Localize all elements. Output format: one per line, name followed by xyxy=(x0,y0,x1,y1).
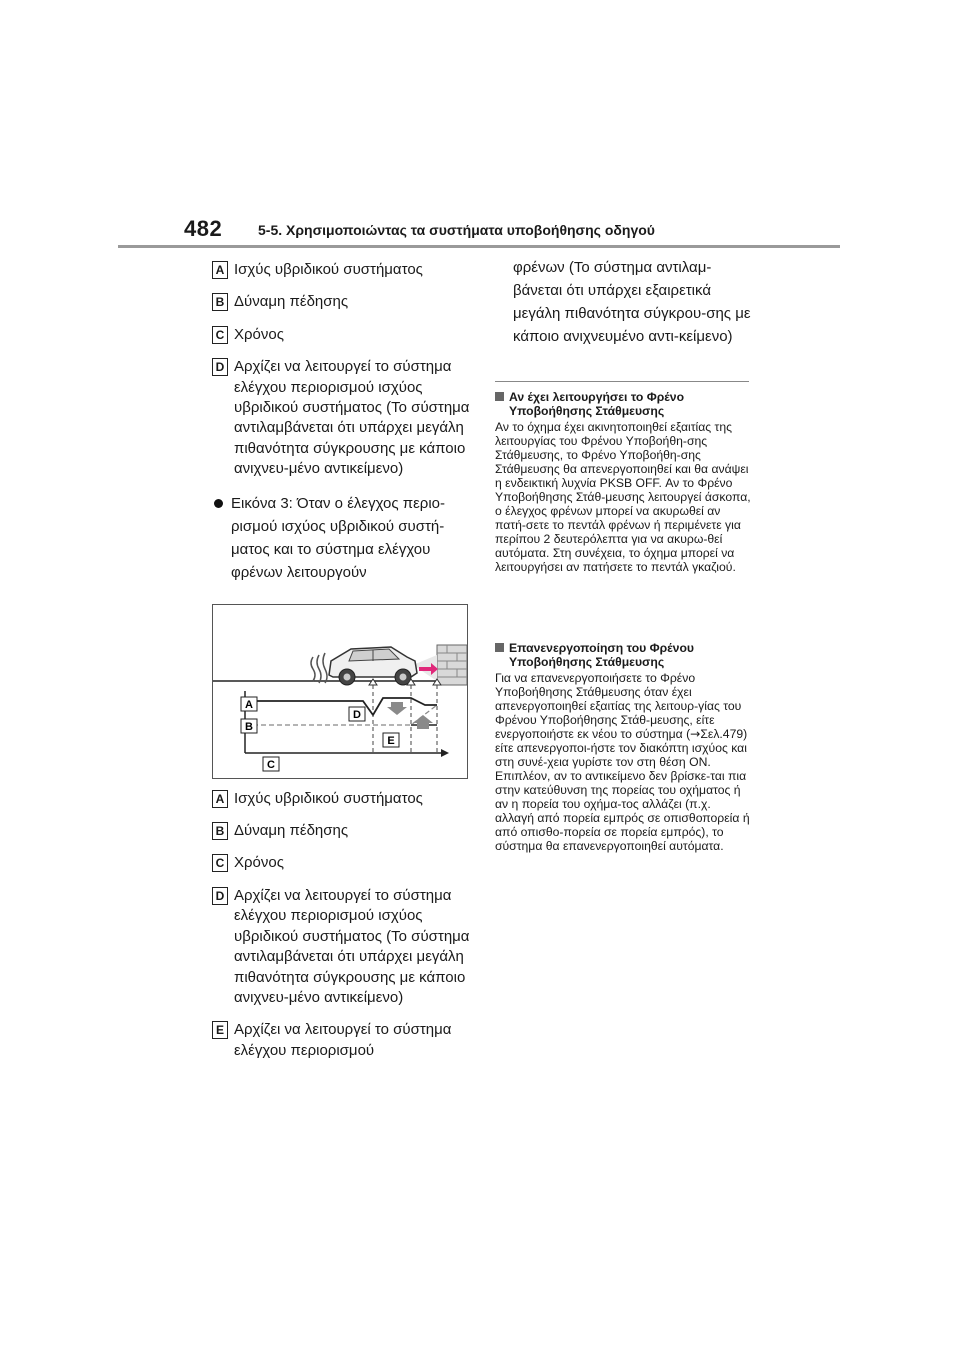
legend-top-d xyxy=(212,357,474,479)
legend-text: Δύναμη πέδησης xyxy=(234,822,349,840)
section-pksb-reactivate xyxy=(495,641,753,853)
legend-text: Ισχύς υβριδικού συστήματος xyxy=(234,261,423,278)
page-header xyxy=(118,208,840,248)
left-column xyxy=(212,260,474,1073)
bullet-dot-icon xyxy=(214,499,223,508)
figure3-bullet xyxy=(212,492,474,584)
legend-bottom-a xyxy=(212,789,474,809)
section2-body xyxy=(495,671,753,853)
legend-top-b xyxy=(212,292,474,312)
section1-title: Αν έχει λειτουργήσει το Φρένο Υποβοήθησης Στάθμευσης xyxy=(509,390,685,418)
figure-3-diagram xyxy=(212,604,468,779)
section2-body-before: Για να επανενεργοποιήσετε το Φρένο Υποβοήθησης Στάθμευσης όταν έχει απενεργοποιηθεί εξαιτίας της λειτουρ-γίας του Φρένου Υποβοήθησης Στάθ-μευσης, είτε ενεργοποιήστε εκ νέου το σύστημα ( xyxy=(495,671,742,741)
legend-text: Αρχίζει να λειτουργεί το σύστημα ελέγχου περιορισμού ισχύος υβριδικού συστήματος (Το σύστημα αντιλαμβάνεται ότι υπάρχει μεγάλη πιθανότητα σύγκρουσης με κάποιο ανιχνευ-μένο αντικείμενο) xyxy=(234,886,470,1006)
chapter-title: 5-5. Χρησιμοποιώντας τα συστήματα υποβοήθησης οδηγού xyxy=(258,222,655,238)
power-down-arrow-icon xyxy=(387,702,407,715)
section-divider xyxy=(495,381,749,382)
legend-text: Δύναμη πέδησης xyxy=(234,293,349,311)
label-badge-c: C xyxy=(212,854,228,872)
label-badge-c: C xyxy=(212,326,228,344)
figure-label-d: D xyxy=(353,708,361,721)
motion-lines-icon xyxy=(311,653,327,683)
legend-bottom-c xyxy=(212,853,474,873)
brick-wall-icon xyxy=(437,645,467,685)
header-rule xyxy=(118,245,840,248)
legend-top-a xyxy=(212,260,474,280)
legend-text: Χρόνος xyxy=(234,325,284,343)
section2-title: Επανενεργοποίηση του Φρένου Υποβοήθησης Στάθμευσης xyxy=(509,641,694,669)
brake-up-arrow-icon xyxy=(413,715,433,729)
legend-bottom-d xyxy=(212,886,474,1008)
figure-label-a: A xyxy=(245,698,253,711)
power-curve xyxy=(245,698,437,715)
section-square-icon xyxy=(495,643,504,652)
section-title xyxy=(495,390,753,418)
diagram-svg xyxy=(213,605,467,778)
legend-text: Αρχίζει να λειτουργεί το σύστημα ελέγχου περιορισμού xyxy=(234,1021,452,1059)
figure3-caption: Εικόνα 3: Όταν ο έλεγχος περιο-ρισμού ισχύος υβριδικού συστή-ματος και το σύστημα ελέγχου φρένων λειτουργούν xyxy=(231,494,446,581)
label-badge-a: A xyxy=(212,790,228,808)
legend-text: Χρόνος xyxy=(234,854,284,872)
section-pksb-activated xyxy=(495,390,753,574)
label-badge-a: A xyxy=(212,261,228,279)
legend-top-c xyxy=(212,325,474,345)
figure-label-c: C xyxy=(267,758,275,771)
figure-label-e: E xyxy=(387,734,395,747)
legend-bottom-b xyxy=(212,821,474,841)
label-badge-d: D xyxy=(212,358,228,376)
label-badge-b: B xyxy=(212,293,228,311)
section1-body: Αν το όχημα έχει ακινητοποιηθεί εξαιτίας της λειτουργίας του Φρένου Υποβοήθη-σης Στάθμευσης, το Φρένο Υποβοήθη-σης Στάθμευσης θα απενεργοποιηθεί και θα ανάψει η ενδεικτική λυχνία PKSB OFF. Αν το Φρένο Υποβοήθησης Στάθ-μευσης λειτουργεί άσκοπα, ο έλεγχος φρένων μπορεί να ακυρωθεί αν πατή-σετε το πεντάλ φρένων ή περιμένετε για περίπου 2 δευτερόλεπτα για να ακυρω-θεί αυτόματα. Στη συνέχεια, το όχημα μπορεί να λειτουργήσει αν πατήσετε το πεντάλ γκαζιού. xyxy=(495,420,751,574)
label-badge-b: B xyxy=(212,822,228,840)
label-badge-d: D xyxy=(212,887,228,905)
section-title xyxy=(495,641,753,669)
legend-text: Ισχύς υβριδικού συστήματος xyxy=(234,789,423,807)
section-square-icon xyxy=(495,392,504,401)
legend-bottom-e xyxy=(212,1020,474,1061)
time-axis-arrow-icon xyxy=(441,749,449,757)
page-number: 482 xyxy=(184,216,223,241)
section2-body-after: Σελ.479) είτε απενεργοποι-ήστε τον διακόπτη ισχύος και στη συνέ-χεια γυρίστε τον στη θέση ON. Επιπλέον, αν το αντικείμενο δεν βρίσκε-ται πια στην κατεύθυνση της πορείας του οχήματος ή αν η πορεία του οχήμα-τος αλλάζει (π.χ. αλλαγή από πορεία εμπρός σε οπισθοπορεία ή από οπισθο-πορεία σε πορεία εμπρός), το σύστημα θα επανενεργοποιηθεί αυτόματα. xyxy=(495,727,750,853)
figure-label-b: B xyxy=(245,720,253,733)
label-badge-e: E xyxy=(212,1021,228,1039)
legend-text: Αρχίζει να λειτουργεί το σύστημα ελέγχου περιορισμού ισχύος υβριδικού συστήματος (Το σύστημα αντιλαμβάνεται ότι υπάρχει μεγάλη πιθανότητα σύγκρουσης με κάποιο ανιχνευ-μένο αντικείμενο) xyxy=(234,358,470,478)
braking-dashed-line xyxy=(245,705,437,725)
page-ref-arrow-icon: → xyxy=(690,727,701,741)
legend-e-continuation: φρένων (Το σύστημα αντιλαμ-βάνεται ότι υπάρχει εξαιρετικά μεγάλη πιθανότητα σύγκρου-σης με κάποιο ανιχνευμένο αντι-κείμενο) xyxy=(513,259,751,345)
